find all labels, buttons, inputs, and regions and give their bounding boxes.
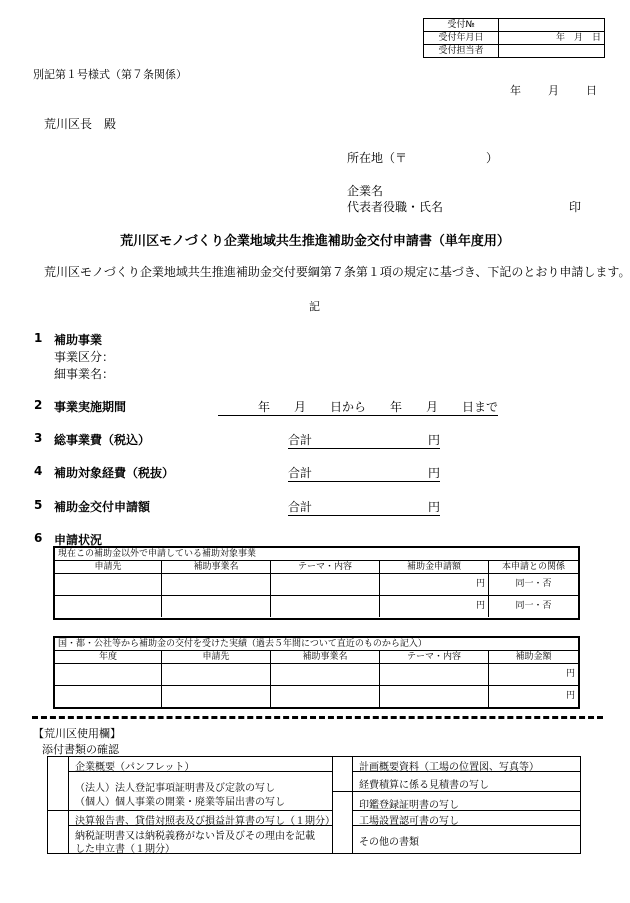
attachment-factory-permit: 工場設置認可書の写し [359,816,459,827]
table-cell-amount[interactable]: 円 [489,663,579,685]
item-2-label: 事業実施期間 [54,400,127,414]
item-3-yen: 円 [427,433,440,447]
cut-line-divider [32,716,603,719]
reception-date-value[interactable]: 年 月 日 [499,32,605,45]
item-5-total-field[interactable] [288,498,440,516]
item-1-detail-name: 細事業名： [54,367,115,381]
reception-date-label: 受付年月日 [424,32,499,45]
office-use-heading: 【荒川区使用欄】 [33,727,121,740]
item-4-number: 4 [34,464,43,478]
table-cell[interactable] [162,685,271,707]
item-3-total-field[interactable] [288,431,440,449]
attachment-other-documents: その他の書類 [359,837,419,848]
attachments-heading: 添付書類の確認 [42,743,119,756]
item-5-label: 補助金交付申請額 [54,500,151,514]
item-3-number: 3 [34,431,43,445]
address-label: 所在地（〒 [347,151,408,165]
document-title: 荒川区モノづくり企業地域共生推進補助金交付申請書（単年度用） [120,234,510,249]
reception-staff-label: 受付担当者 [424,45,499,58]
table-b-header-row [55,651,578,663]
item-6-number: 6 [34,531,43,545]
checkbox-seal-certificate[interactable] [332,792,352,810]
checkbox-company-profile[interactable] [48,757,68,771]
table-cell[interactable] [271,595,380,617]
table-cell[interactable] [271,663,380,685]
table-cell[interactable] [271,685,380,707]
date-line [510,82,597,98]
current-applications-table [53,546,580,620]
item-2-period[interactable]: 年 月 日から 年 月 日まで [218,398,498,416]
table-cell-relation[interactable]: 同一・否 [515,601,552,612]
table-cell[interactable] [55,685,162,707]
table-row [55,573,578,595]
table-b-header: 申請先 [162,651,271,663]
checkbox-factory-permit[interactable] [332,811,352,825]
item-4-total-field[interactable] [288,464,440,482]
table-b-caption: 国・都・公社等から補助金の交付を受けた実績（過去５年間について直近のものから記入） [55,638,578,651]
table-cell-amount[interactable]: 円 [380,595,489,617]
date-year: 年 [510,84,521,97]
table-a-caption: 現在この補助金以外で申請している補助対象事業 [55,548,578,561]
ki-mark: 記 [309,300,320,313]
intro-text: 荒川区モノづくり企業地域共生推進補助金交付要綱第７条第１項の規定に基づき、下記のとおり申請します。 [44,265,630,279]
attachment-corporate-registration: （法人）法人登記事項証明書及び定款の写し [75,783,275,794]
attachments-checklist [47,756,581,854]
table-cell[interactable] [162,573,271,595]
table-cell[interactable] [162,663,271,685]
attachment-individual-business: （個人）個人事業の開業・廃業等届出書の写し [75,797,285,808]
table-b-header: 年度 [55,651,162,663]
table-cell[interactable] [55,573,162,595]
attachment-seal-certificate: 印鑑登録証明書の写し [359,800,459,811]
table-row [55,685,578,707]
item-1-category: 事業区分： [54,350,115,364]
item-4-sum-label: 合計 [288,466,313,480]
attachment-plan-overview: 計画概要資料（工場の位置図、写真等） [359,762,539,773]
item-3-sum-label: 合計 [288,433,313,447]
checkbox-registration[interactable] [48,772,68,810]
table-b-header: 補助金額 [489,651,579,663]
table-cell[interactable] [380,685,489,707]
reception-no-label: 受付№ [424,19,499,32]
attachment-estimate: 経費積算に係る見積書の写し [359,780,489,791]
table-cell-amount[interactable]: 円 [380,573,489,595]
checkbox-tax-certificate[interactable] [48,826,68,854]
form-reference: 別記第１号様式（第７条関係） [33,68,187,81]
table-cell[interactable] [380,663,489,685]
attachment-tax-certificate-line1: 納税証明書又は納税義務がない旨及びその理由を記載 [75,831,315,842]
company-label: 企業名 [347,184,384,198]
attachment-financial-statements: 決算報告書、貸借対照表及び損益計算書の写し（１期分） [75,816,335,827]
reception-staff-value[interactable] [499,45,605,58]
item-2-number: 2 [34,398,43,412]
checkbox-financial-statements[interactable] [48,811,68,825]
table-cell[interactable] [162,595,271,617]
addressee: 荒川区長 殿 [44,117,117,131]
item-3-label: 総事業費（税込） [54,433,151,447]
checkbox-other-documents[interactable] [332,826,352,854]
attachment-company-profile: 企業概要（パンフレット） [75,762,195,773]
item-5-number: 5 [34,498,43,512]
representative-label: 代表者役職・氏名 [347,200,444,214]
table-a-grid [55,561,578,617]
table-row [55,595,578,617]
table-cell-amount[interactable]: 円 [565,691,575,702]
item-1-number: 1 [34,331,43,345]
table-a-header: 本申請との関係 [489,561,579,573]
item-5-yen: 円 [427,500,440,514]
item-1-label: 補助事業 [54,333,103,347]
date-month: 月 [548,84,559,97]
table-a-header: 申請先 [55,561,162,573]
item-4-yen: 円 [427,466,440,480]
reception-box [423,18,605,58]
table-a-header-row [55,561,578,573]
table-cell[interactable] [271,573,380,595]
table-cell[interactable] [55,595,162,617]
date-day: 日 [586,84,597,97]
reception-no-value[interactable] [499,19,605,32]
table-cell-relation[interactable]: 同一・否 [489,573,579,595]
table-cell[interactable] [55,663,162,685]
table-a-header: テーマ・内容 [271,561,380,573]
item-4-label: 補助対象経費（税抜） [54,466,175,480]
table-a-header: 補助事業名 [162,561,271,573]
item-5-sum-label: 合計 [288,500,313,514]
table-b-header: テーマ・内容 [380,651,489,663]
seal-mark: 印 [569,200,582,214]
address-close: ） [486,151,499,165]
item-6-label: 申請状況 [54,533,103,547]
checkbox-plan-overview[interactable] [332,757,352,771]
attachment-tax-certificate-line2: した申立書（１期分） [75,844,175,855]
table-a-header: 補助金申請額 [380,561,489,573]
table-b-header: 補助事業名 [271,651,380,663]
table-row [55,663,578,685]
past-grants-table [53,636,580,709]
table-b-grid [55,651,578,707]
checkbox-estimate[interactable] [332,772,352,791]
